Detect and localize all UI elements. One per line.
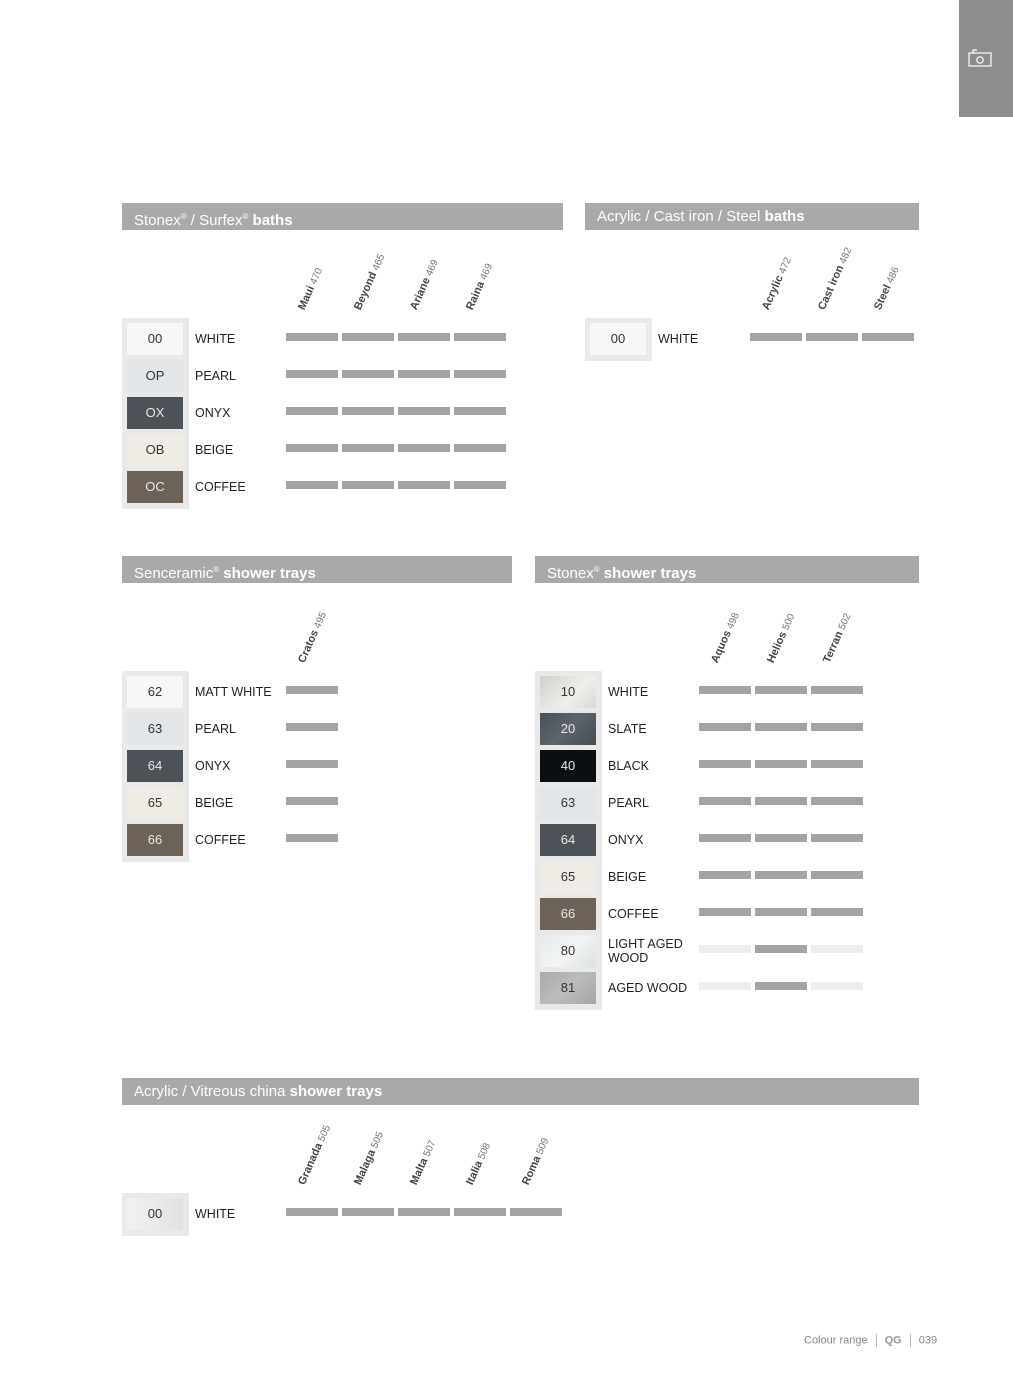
product-column-label bbox=[464, 1141, 493, 1187]
availability-bar bbox=[454, 1208, 506, 1216]
availability-bar bbox=[755, 945, 807, 953]
availability-bar bbox=[398, 407, 450, 415]
colour-name: AGED WOOD bbox=[608, 981, 688, 995]
colour-name: BLACK bbox=[608, 759, 649, 773]
colour-name: MATT WHITE bbox=[195, 685, 272, 699]
availability-bar bbox=[699, 871, 751, 879]
availability-bar bbox=[286, 444, 338, 452]
product-name: Malaga bbox=[352, 1147, 379, 1187]
product-name: Helios bbox=[765, 629, 790, 665]
colour-name: COFFEE bbox=[195, 833, 246, 847]
availability-bar bbox=[755, 760, 807, 768]
product-page-ref: 502 bbox=[836, 611, 854, 632]
product-column-label bbox=[464, 262, 495, 312]
colour-swatch: 80 bbox=[540, 935, 596, 967]
colour-swatch: 00 bbox=[127, 1198, 183, 1230]
availability-bar bbox=[811, 834, 863, 842]
product-name: Raina bbox=[464, 279, 488, 312]
colour-swatch: OC bbox=[127, 471, 183, 503]
colour-swatch: 64 bbox=[540, 824, 596, 856]
section-title bbox=[122, 203, 563, 230]
colour-swatch: 81 bbox=[540, 972, 596, 1004]
product-name: Maui bbox=[296, 284, 318, 312]
product-column-label bbox=[408, 258, 441, 312]
product-column-label bbox=[765, 612, 797, 665]
colour-name: BEIGE bbox=[608, 870, 647, 884]
product-column-label bbox=[872, 265, 902, 312]
availability-bar bbox=[699, 908, 751, 916]
availability-bar bbox=[811, 723, 863, 731]
registered-mark: ® bbox=[242, 212, 249, 221]
colour-name: COFFEE bbox=[195, 480, 246, 494]
product-column-label bbox=[296, 266, 325, 312]
chapter-tab bbox=[959, 0, 1013, 117]
availability-bar bbox=[286, 797, 338, 805]
availability-bar bbox=[755, 834, 807, 842]
footer-section-label: Colour range bbox=[804, 1334, 868, 1347]
colour-swatch: 20 bbox=[540, 713, 596, 745]
availability-bar bbox=[286, 834, 338, 842]
colour-name: WHITE bbox=[195, 332, 236, 346]
product-name: Granada bbox=[296, 1141, 326, 1187]
product-page-ref: 482 bbox=[837, 245, 855, 266]
product-column-label bbox=[296, 610, 329, 665]
availability-bar bbox=[811, 797, 863, 805]
availability-bar bbox=[454, 481, 506, 489]
availability-bar bbox=[755, 871, 807, 879]
availability-bar bbox=[398, 370, 450, 378]
availability-bar bbox=[750, 333, 802, 341]
unavailable-bar bbox=[811, 945, 863, 953]
product-name: Cratos bbox=[296, 628, 322, 665]
availability-bar bbox=[286, 760, 338, 768]
availability-bar bbox=[755, 686, 807, 694]
title-part: Senceramic bbox=[134, 565, 214, 582]
availability-bar bbox=[811, 686, 863, 694]
title-part: Acrylic / Vitreous china bbox=[134, 1083, 286, 1100]
colour-name: ONYX bbox=[195, 406, 231, 420]
colour-name: WHITE bbox=[658, 332, 699, 346]
availability-bar bbox=[755, 723, 807, 731]
product-page-ref: 465 bbox=[370, 252, 388, 273]
product-column-label bbox=[352, 252, 387, 312]
product-page-ref: 498 bbox=[725, 611, 742, 631]
product-name: Aquos bbox=[709, 628, 734, 665]
availability-bar bbox=[699, 797, 751, 805]
colour-swatch: 00 bbox=[127, 323, 183, 355]
title-part: Acrylic / Cast iron / Steel bbox=[597, 208, 761, 225]
availability-bar bbox=[699, 760, 751, 768]
availability-bar bbox=[699, 686, 751, 694]
title-part: baths bbox=[248, 212, 293, 229]
availability-bar bbox=[398, 333, 450, 341]
colour-swatch: 66 bbox=[540, 898, 596, 930]
availability-bar bbox=[862, 333, 914, 341]
product-page-ref: 508 bbox=[476, 1141, 494, 1162]
product-page-ref: 505 bbox=[316, 1123, 334, 1144]
availability-bar bbox=[286, 407, 338, 415]
product-page-ref: 486 bbox=[884, 265, 902, 286]
product-column-label bbox=[352, 1130, 386, 1187]
colour-swatch: OP bbox=[127, 360, 183, 392]
product-column-label bbox=[296, 1123, 333, 1187]
colour-swatch: OX bbox=[127, 397, 183, 429]
availability-bar bbox=[454, 407, 506, 415]
availability-bar bbox=[398, 1208, 450, 1216]
colour-swatch: OB bbox=[127, 434, 183, 466]
product-name: Italia bbox=[464, 1159, 486, 1187]
availability-bar bbox=[342, 370, 394, 378]
title-part: baths bbox=[760, 208, 805, 225]
availability-bar bbox=[755, 797, 807, 805]
availability-bar bbox=[454, 370, 506, 378]
colour-name: ONYX bbox=[195, 759, 231, 773]
product-name: Cast iron bbox=[816, 263, 847, 312]
availability-bar bbox=[806, 333, 858, 341]
colour-swatch: 40 bbox=[540, 750, 596, 782]
colour-swatch: 00 bbox=[590, 323, 646, 355]
availability-bar bbox=[286, 333, 338, 341]
title-part: shower trays bbox=[285, 1083, 383, 1100]
product-name: Beyond bbox=[352, 270, 380, 312]
availability-bar bbox=[286, 481, 338, 489]
product-column-label bbox=[520, 1136, 551, 1187]
availability-bar bbox=[398, 444, 450, 452]
registered-mark: ® bbox=[180, 212, 187, 221]
availability-bar bbox=[342, 444, 394, 452]
colour-name: ONYX bbox=[608, 833, 644, 847]
product-name: Malta bbox=[408, 1156, 431, 1187]
product-column-label bbox=[816, 245, 854, 311]
product-column-label bbox=[408, 1138, 438, 1187]
title-part: Stonex bbox=[547, 565, 594, 582]
availability-bar bbox=[286, 686, 338, 694]
colour-swatch: 65 bbox=[127, 787, 183, 819]
availability-bar bbox=[342, 481, 394, 489]
page-number: 039 bbox=[918, 1334, 938, 1347]
availability-bar bbox=[755, 908, 807, 916]
colour-name: BEIGE bbox=[195, 443, 234, 457]
availability-bar bbox=[454, 444, 506, 452]
colour-swatch: 63 bbox=[127, 713, 183, 745]
unavailable-bar bbox=[699, 982, 751, 990]
title-part: shower trays bbox=[599, 565, 697, 582]
availability-bar bbox=[811, 871, 863, 879]
product-name: Steel bbox=[872, 282, 894, 312]
product-name: Ariane bbox=[408, 275, 433, 312]
product-page-ref: 469 bbox=[424, 258, 441, 278]
registered-mark: ® bbox=[593, 565, 600, 574]
section-title bbox=[585, 203, 919, 230]
product-name: Acrylic bbox=[760, 273, 786, 312]
bathtub-icon bbox=[968, 48, 992, 68]
availability-bar bbox=[286, 723, 338, 731]
product-page-ref: 505 bbox=[369, 1130, 387, 1151]
registered-mark: ® bbox=[213, 565, 220, 574]
product-column-label bbox=[709, 611, 742, 665]
colour-swatch: 66 bbox=[127, 824, 183, 856]
colour-swatch: 64 bbox=[127, 750, 183, 782]
product-page-ref: 469 bbox=[478, 262, 496, 282]
availability-bar bbox=[398, 481, 450, 489]
availability-bar bbox=[342, 1208, 394, 1216]
product-page-ref: 472 bbox=[777, 255, 794, 276]
product-page-ref: 507 bbox=[421, 1138, 439, 1159]
colour-name: PEARL bbox=[608, 796, 649, 810]
availability-bar bbox=[811, 760, 863, 768]
colour-name: WHITE bbox=[608, 685, 649, 699]
product-page-ref: 495 bbox=[312, 610, 330, 631]
section-title bbox=[535, 556, 919, 583]
availability-bar bbox=[286, 370, 338, 378]
colour-name: LIGHT AGED WOOD bbox=[608, 937, 683, 965]
colour-swatch: 10 bbox=[540, 676, 596, 708]
availability-bar bbox=[342, 407, 394, 415]
product-column-label bbox=[821, 611, 854, 664]
availability-bar bbox=[286, 1208, 338, 1216]
colour-swatch: 65 bbox=[540, 861, 596, 893]
page-footer bbox=[804, 1334, 937, 1347]
availability-bar bbox=[342, 333, 394, 341]
colour-name: WHITE bbox=[195, 1207, 236, 1221]
colour-name: PEARL bbox=[195, 722, 236, 736]
title-part: Stonex bbox=[134, 212, 181, 229]
colour-name: PEARL bbox=[195, 369, 236, 383]
availability-bar bbox=[510, 1208, 562, 1216]
availability-bar bbox=[755, 982, 807, 990]
availability-bar bbox=[699, 834, 751, 842]
unavailable-bar bbox=[699, 945, 751, 953]
title-part: shower trays bbox=[219, 565, 316, 582]
product-page-ref: 500 bbox=[780, 612, 798, 632]
product-name: Roma bbox=[520, 1154, 544, 1187]
product-page-ref: 470 bbox=[308, 266, 326, 287]
unavailable-bar bbox=[811, 982, 863, 990]
colour-name: BEIGE bbox=[195, 796, 234, 810]
availability-bar bbox=[454, 333, 506, 341]
product-column-label bbox=[760, 255, 794, 311]
footer-brand: QG bbox=[884, 1334, 902, 1347]
title-part: / Surfex bbox=[186, 212, 243, 229]
colour-swatch: 63 bbox=[540, 787, 596, 819]
availability-bar bbox=[699, 723, 751, 731]
product-name: Terran bbox=[821, 629, 846, 665]
colour-swatch: 62 bbox=[127, 676, 183, 708]
availability-bar bbox=[811, 908, 863, 916]
colour-name: SLATE bbox=[608, 722, 647, 736]
section-title bbox=[122, 1078, 919, 1105]
colour-name: COFFEE bbox=[608, 907, 659, 921]
section-title bbox=[122, 556, 512, 583]
product-page-ref: 509 bbox=[534, 1136, 552, 1157]
